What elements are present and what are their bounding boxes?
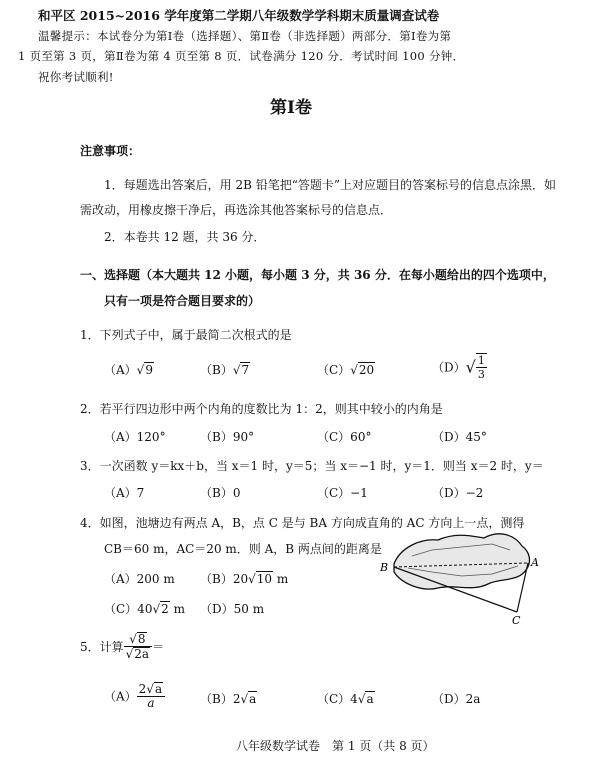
question-1-stem: 1．下列式子中，属于最简二次根式的是: [80, 328, 292, 342]
question-2-option-d: （D）45°: [432, 430, 487, 444]
notice-line-1: 温馨提示：本试卷分为第Ⅰ卷（选择题）、第Ⅱ卷（非选择题）两部分．第Ⅰ卷为第: [38, 29, 452, 43]
question-3-option-c: （C）−1: [317, 486, 368, 500]
question-1-option-b: （B）√7: [200, 363, 250, 377]
question-4-option-b: （B）20√10 m: [200, 572, 289, 586]
question-2-stem: 2．若平行四边形中两个内角的度数比为 1：2，则其中较小的内角是: [80, 402, 443, 416]
question-2-option-c: （C）60°: [317, 430, 372, 444]
question-5-option-d: （D）2a: [432, 692, 481, 706]
notice-line-3: 祝你考试顺利!: [38, 70, 114, 84]
question-4-stem-line-1: 4．如图，池塘边有两点 A，B，点 C 是与 BA 方向成直角的 AC 方向上一点，测得: [80, 516, 525, 530]
question-5-stem: 5．计算 $\frac{√8}{√2a}$ ＝: [80, 632, 165, 661]
question-1-option-a: （A）√9: [104, 363, 153, 377]
question-3-stem: 3．一次函数 y＝kx＋b，当 x＝1 时，y＝5；当 x＝−1 时，y＝1．则当 x＝2 时，y＝: [80, 459, 544, 473]
question-3-option-d: （D）−2: [432, 486, 484, 500]
question-2-option-b: （B）90°: [200, 430, 255, 444]
question-1-option-c: （C）√20: [317, 363, 375, 377]
instruction-item-2: 2．本卷共 12 题，共 36 分．: [104, 230, 266, 244]
question-2-option-a: （A）120°: [104, 430, 166, 444]
instruction-item-1-line-2: 需改动，用橡皮擦干净后，再选涂其他答案标号的信息点．: [80, 203, 393, 217]
pond-shape: [394, 534, 529, 589]
question-5-option-a: （A） $\frac{2√a}{a}$: [104, 682, 165, 710]
question-5-option-b: （B）2√a: [200, 692, 257, 706]
question-4-stem-line-2: CB＝60 m，AC＝20 m．则 A，B 两点间的距离是: [104, 542, 382, 556]
question-4-option-a: （A）200 m: [104, 572, 175, 586]
label-a: A: [531, 556, 539, 569]
instructions-heading: 注意事项：: [80, 144, 141, 158]
question-5-option-c: （C）4√a: [317, 692, 374, 706]
question-1-option-d: （D）√ $\frac{1}{3}$: [432, 354, 485, 381]
label-b: B: [380, 561, 389, 574]
exam-title: 和平区 2015~2016 学年度第二学期八年级数学学科期末质量调查试卷: [38, 8, 440, 23]
instruction-item-1-line-1: 1．每题选出答案后，用 2B 铅笔把“答题卡”上对应题目的答案标号的信息点涂黑．如: [104, 178, 556, 192]
part1-heading-line-2: 只有一项是符合题目要求的）: [104, 294, 261, 308]
pond-figure: [372, 526, 542, 626]
section-title: 第Ⅰ卷: [270, 98, 312, 118]
notice-line-2: 1 页至第 3 页，第Ⅱ卷为第 4 页至第 8 页．试卷满分 120 分．考试时间 100 分钟．: [18, 49, 465, 63]
part1-heading-line-1: 一、选择题（本大题共 12 小题，每小题 3 分，共 36 分．在每小题给出的四个选项中，: [80, 268, 555, 282]
label-c: C: [512, 614, 521, 626]
question-3-option-b: （B）0: [200, 486, 241, 500]
question-3-option-a: （A）7: [104, 486, 145, 500]
page-footer: 八年级数学试卷 第 1 页（共 8 页）: [236, 739, 435, 753]
question-4-option-d: （D）50 m: [200, 602, 265, 616]
question-4-option-c: （C）40√2 m: [104, 602, 185, 616]
